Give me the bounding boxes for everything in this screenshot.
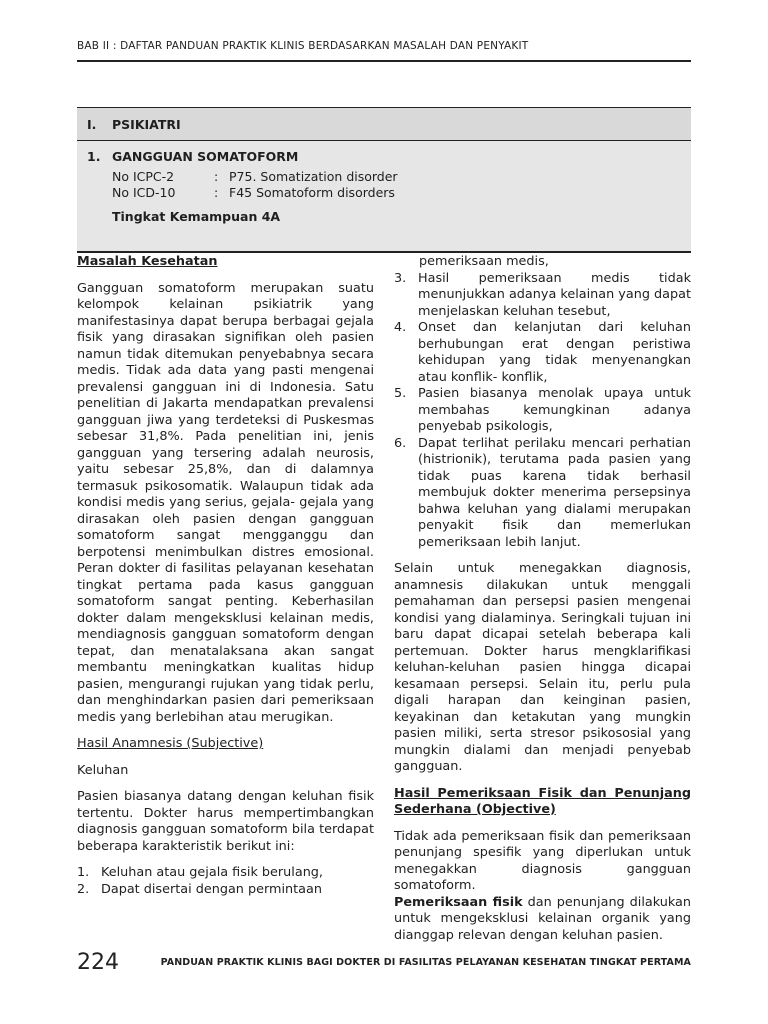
list-item: 5. Pasien biasanya menolak upaya untuk membahas kemungkinan adanya penyebab psikologis, (394, 386, 691, 434)
right-column (394, 254, 691, 944)
list-item: 6. Dapat terlihat perilaku mencari perhatian (histrionik), terutama pada pasien yang tidak puas karena tidak berhasil membujuk dokter menerima persepsinya bahwa keluhan yang dialami merupakan penyakit fisik dan memerlukan pemeriksaan lebih lanjut. (394, 435, 691, 550)
para-selain: Selain untuk menegakkan diagnosis, anamnesis dilakukan untuk menggali pemahaman dan persepsi pasien mengenai kondisi yang dialaminya. Seringkali tujuan ini baru dapat dicapai setelah beberapa kali pertemuan. Dokter harus mengklarifikasi keluhan-keluhan pasien hingga dicapai kesamaan persepsi. Selain itu, perlu pula digali harapan dan keinginan pasien, keyakinan dan ketakutan yang mungkin pasien miliki, serta stresor psikososial yang mungkin dialami dan menjadi penyebab gangguan. (394, 561, 691, 774)
criteria-list-left (77, 865, 374, 898)
heading-fisik: Hasil Pemeriksaan Fisik dan Penunjang Sederhana (Objective) (394, 785, 691, 817)
para-fisik-b: Pemeriksaan fisik dan penunjang dilakukan untuk mengeksklusi kelainan organik yang dianggap relevan dengan keluhan pasien. (394, 894, 692, 943)
heading-anamnesis: Hasil Anamnesis (Subjective) (77, 736, 264, 751)
criteria-list-right (394, 271, 691, 552)
header-rule (77, 60, 691, 62)
code-icd: No ICD-10 : F45 Somatoform disorders (112, 185, 395, 200)
topic-number: 1. (87, 149, 101, 164)
heading-masalah: Masalah Kesehatan (77, 254, 218, 269)
section-number: I. (87, 116, 97, 132)
topic-row (77, 141, 691, 253)
para-masalah: Gangguan somatoform merupakan suatu kelompok kelainan psikiatrik yang manifestasinya dapat berupa berbagai gejala fisik yang dirasakan signifikan oleh pasien namun tidak ditemukan penyebabnya secara medis. Tidak ada data yang pasti mengenai prevalensi gangguan ini di Indonesia. Satu penelitian di Jakarta mendapatkan prevalensi gangguan jiwa yang terdeteksi di Puskesmas sebesar 31,8%. Pada penelitian ini, jenis gangguan yang tersering adalah neurosis, yaitu sebesar 25,8%, dan di dalamnya termasuk psikosomatik. Walaupun tidak ada kondisi medis yang serius, gejala- gejala yang dirasakan oleh pasien dengan gangguan somatoform sangat mengganggu dan berpotensi menimbulkan distres emosional. Peran dokter di fasilitas pelayanan kesehatan tingkat pertama pada kasus gangguan somatoform sangat penting. Keberhasilan dokter dalam mengeksklusi kelainan medis, mendiagnosis gangguan somatoform dengan tepat, dan menatalaksana akan sangat membantu meningkatkan kualitas hidup pasien, mengurangi rujukan yang tidak perlu, dan menghindarkan pasien dari pemeriksaan medis yang berlebihan atau merugikan. (77, 280, 374, 725)
para-keluhan: Pasien biasanya datang dengan keluhan fisik tertentu. Dokter harus mempertimbangkan diagnosis gangguan somatoform bila terdapat beberapa karakteristik berikut ini: (77, 789, 374, 854)
list-continuation: pemeriksaan medis, (419, 254, 549, 269)
page-number: 224 (77, 950, 119, 975)
list-item: 4. Onset dan kelanjutan dari keluhan berhubungan erat dengan peristiwa kehidupan yang tidak menyenangkan atau konflik- konflik, (394, 320, 691, 385)
topic-box (77, 107, 691, 253)
section-title: PSIKIATRI (112, 116, 181, 132)
code-icpc: No ICPC-2 : P75. Somatization disorder (112, 169, 398, 184)
list-item: 2. Dapat disertai dengan permintaan (77, 881, 322, 897)
topic-title: GANGGUAN SOMATOFORM (112, 149, 299, 164)
list-item: 3. Hasil pemeriksaan medis tidak menunjukkan adanya kelainan yang dapat menjelaskan keluhan tesebut, (394, 270, 691, 319)
running-footer: PANDUAN PRAKTIK KLINIS BAGI DOKTER DI FASILITAS PELAYANAN KESEHATAN TINGKAT PERTAMA (160, 957, 691, 968)
list-item: 1. Keluhan atau gejala fisik berulang, (77, 865, 323, 880)
competency-level: Tingkat Kemampuan 4A (112, 209, 281, 224)
label-keluhan: Keluhan (77, 762, 129, 778)
section-row (77, 107, 691, 141)
left-column (77, 254, 374, 898)
running-header: BAB II : DAFTAR PANDUAN PRAKTIK KLINIS BERDASARKAN MASALAH DAN PENYAKIT (77, 40, 529, 52)
para-fisik-a: Tidak ada pemeriksaan fisik dan pemeriksaan penunjang spesifik yang diperlukan untuk menegakkan diagnosis gangguan somatoform. (394, 828, 691, 893)
